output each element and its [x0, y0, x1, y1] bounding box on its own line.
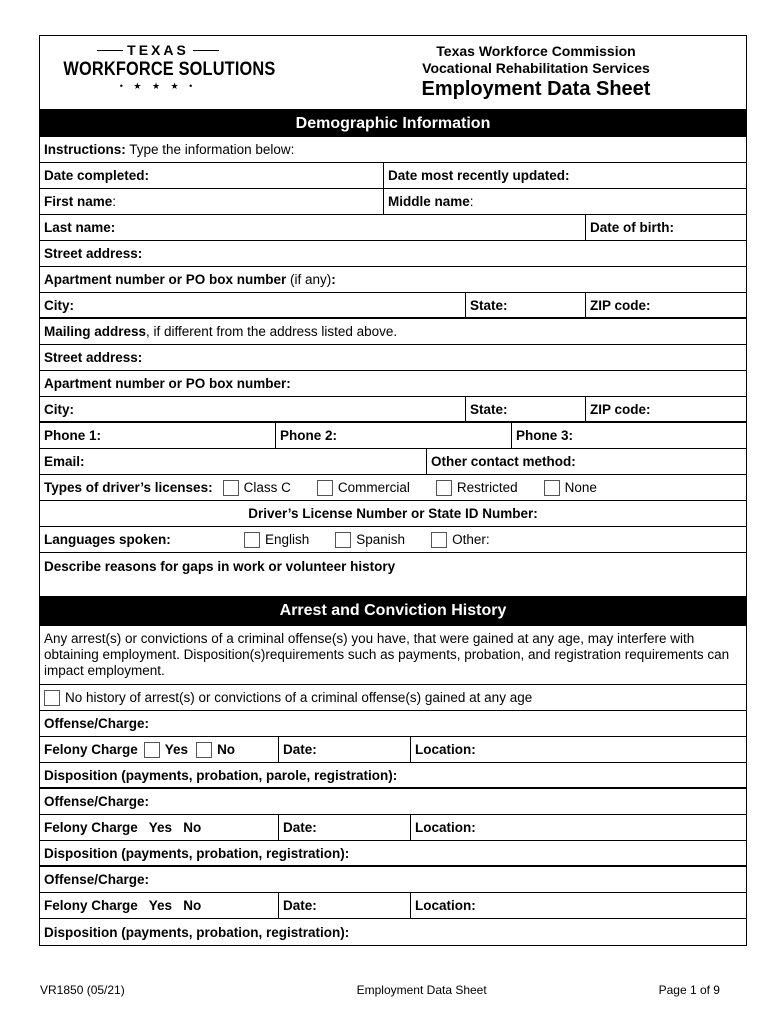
- felony1-label: Felony Charge: [44, 742, 138, 757]
- license-number-field[interactable]: Driver’s License Number or State ID Number:: [248, 506, 538, 521]
- disposition3-field[interactable]: Disposition (payments, probation, registration):: [44, 924, 350, 940]
- disposition3-row: [40, 919, 746, 945]
- mailing-zip-field[interactable]: ZIP code:: [585, 397, 746, 421]
- last-name-field[interactable]: Last name:: [44, 220, 116, 235]
- checkbox[interactable]: [436, 480, 452, 496]
- mailing-street-row: [40, 345, 746, 371]
- location3-field[interactable]: Location:: [410, 893, 746, 918]
- felony2-field[interactable]: Felony Charge Yes No: [44, 820, 202, 835]
- email-row: [40, 449, 746, 475]
- form-code: VR1850 (05/21): [40, 983, 125, 997]
- mailing-state-field[interactable]: State:: [465, 397, 585, 421]
- form-frame: [39, 35, 747, 946]
- footer-form-name: Employment Data Sheet: [356, 983, 487, 997]
- state-field[interactable]: State:: [465, 293, 585, 317]
- offense2-field[interactable]: Offense/Charge:: [44, 794, 150, 809]
- location1-field[interactable]: Location:: [410, 737, 746, 762]
- last-name-row: [40, 215, 746, 241]
- offense3-field[interactable]: Offense/Charge:: [44, 872, 150, 887]
- logo-main-text: WORKFORCE SOLUTIONS: [63, 59, 276, 80]
- mailing-city-row: [40, 397, 746, 423]
- mailing-city-field[interactable]: City:: [44, 401, 74, 417]
- apt-row: [40, 267, 746, 293]
- date-of-birth-field[interactable]: Date of birth:: [585, 215, 746, 240]
- felony3-row: [40, 893, 746, 919]
- mailing-row: [40, 319, 746, 345]
- offense2-row: [40, 789, 746, 815]
- dates-row: [40, 163, 746, 189]
- page-number: Page 1 of 9: [658, 983, 720, 997]
- date-completed-field[interactable]: Date completed:: [44, 168, 150, 183]
- form-title: Employment Data Sheet: [421, 78, 651, 100]
- disposition2-row: [40, 841, 746, 867]
- date-updated-field[interactable]: Date most recently updated:: [383, 163, 746, 188]
- name-row: [40, 189, 746, 215]
- zip-field[interactable]: ZIP code:: [585, 293, 746, 317]
- form-page: [39, 35, 747, 946]
- city-field[interactable]: City:: [44, 297, 74, 313]
- checkbox[interactable]: [223, 480, 239, 496]
- license-none-option[interactable]: None: [544, 480, 597, 496]
- mailing-apt-row: [40, 371, 746, 397]
- phone-row: [40, 423, 746, 449]
- page-footer: [40, 983, 720, 997]
- middle-name-field[interactable]: Middle name :: [383, 189, 746, 214]
- mailing-text: , if different from the address listed above.: [146, 324, 398, 339]
- offense3-row: [40, 867, 746, 893]
- checkbox[interactable]: [431, 532, 447, 548]
- street-address-field[interactable]: Street address:: [44, 246, 143, 261]
- arrest-section-header: Arrest and Conviction History: [40, 596, 746, 626]
- license-restricted-option[interactable]: Restricted: [436, 480, 518, 496]
- license-class-c-option[interactable]: Class C: [223, 480, 291, 496]
- disposition1-row: [40, 763, 746, 789]
- mailing-street-field[interactable]: Street address:: [44, 350, 143, 365]
- language-other-option[interactable]: Other:: [431, 532, 490, 548]
- other-contact-field[interactable]: Other contact method:: [426, 449, 746, 474]
- phone2-field[interactable]: Phone 2:: [275, 423, 511, 448]
- no-history-option[interactable]: No history of arrest(s) or convictions of a criminal offense(s) gained at any age: [40, 685, 746, 710]
- felony3-field[interactable]: Felony Charge Yes No: [44, 898, 202, 913]
- instructions-text: Type the information below:: [125, 142, 295, 157]
- instructions-row: [40, 137, 746, 163]
- arrest-description: Any arrest(s) or convictions of a criminal offense(s) you have, that were gained at any age, may interfere with obtaining employment. Disposition(s)requirements such as payments, probation, and registration requirements can impact employment.: [40, 626, 746, 685]
- disposition2-field[interactable]: Disposition (payments, probation, registration):: [44, 845, 350, 861]
- disposition1-field[interactable]: Disposition (payments, probation, parole, registration):: [44, 767, 398, 783]
- date2-field[interactable]: Date:: [278, 815, 410, 840]
- agency-division: Vocational Rehabilitation Services: [422, 60, 650, 76]
- street-row: [40, 241, 746, 267]
- felony1-no-checkbox[interactable]: [196, 742, 212, 758]
- language-english-option[interactable]: English: [244, 532, 309, 548]
- phone1-field[interactable]: Phone 1:: [44, 428, 102, 443]
- logo-stars: • ★ ★ ★ •: [119, 81, 197, 91]
- location2-field[interactable]: Location:: [410, 815, 746, 840]
- logo-texas: TEXAS: [48, 42, 268, 58]
- date1-field[interactable]: Date:: [278, 737, 410, 762]
- workforce-solutions-logo: [48, 42, 276, 104]
- checkbox[interactable]: [544, 480, 560, 496]
- felony2-row: [40, 815, 746, 841]
- license-commercial-option[interactable]: Commercial: [317, 480, 410, 496]
- agency-block: [386, 43, 686, 101]
- checkbox[interactable]: [335, 532, 351, 548]
- apartment-field[interactable]: Apartment number or PO box number (if any) :: [44, 272, 336, 287]
- mailing-label: Mailing address: [44, 324, 147, 339]
- license-types-row: [40, 475, 746, 501]
- checkbox[interactable]: [244, 532, 260, 548]
- languages-label: Languages spoken:: [44, 532, 171, 547]
- language-spanish-option[interactable]: Spanish: [335, 532, 405, 548]
- demographic-section-header: Demographic Information: [40, 110, 746, 137]
- checkbox[interactable]: [44, 690, 60, 706]
- city-row: [40, 293, 746, 319]
- phone3-field[interactable]: Phone 3:: [511, 423, 746, 448]
- license-types-label: Types of driver’s licenses:: [44, 480, 213, 495]
- mailing-apartment-field[interactable]: Apartment number or PO box number:: [44, 376, 291, 391]
- languages-row: [40, 527, 746, 553]
- no-history-row: [40, 685, 746, 711]
- first-name-field[interactable]: First name :: [44, 194, 117, 209]
- gaps-field[interactable]: Describe reasons for gaps in work or volunteer history: [44, 558, 396, 574]
- date3-field[interactable]: Date:: [278, 893, 410, 918]
- gaps-row: [40, 553, 746, 596]
- agency-name: Texas Workforce Commission: [436, 43, 636, 59]
- felony1-row: Felony Charge Yes No Date: Location:: [40, 737, 746, 763]
- license-number-row: [40, 501, 746, 527]
- form-header: [40, 36, 746, 110]
- felony1-yes-checkbox[interactable]: [144, 742, 160, 758]
- email-field[interactable]: Email:: [44, 454, 85, 469]
- checkbox[interactable]: [317, 480, 333, 496]
- instructions-label: Instructions:: [44, 142, 126, 157]
- offense1-row: [40, 711, 746, 737]
- offense1-field[interactable]: Offense/Charge:: [44, 716, 150, 731]
